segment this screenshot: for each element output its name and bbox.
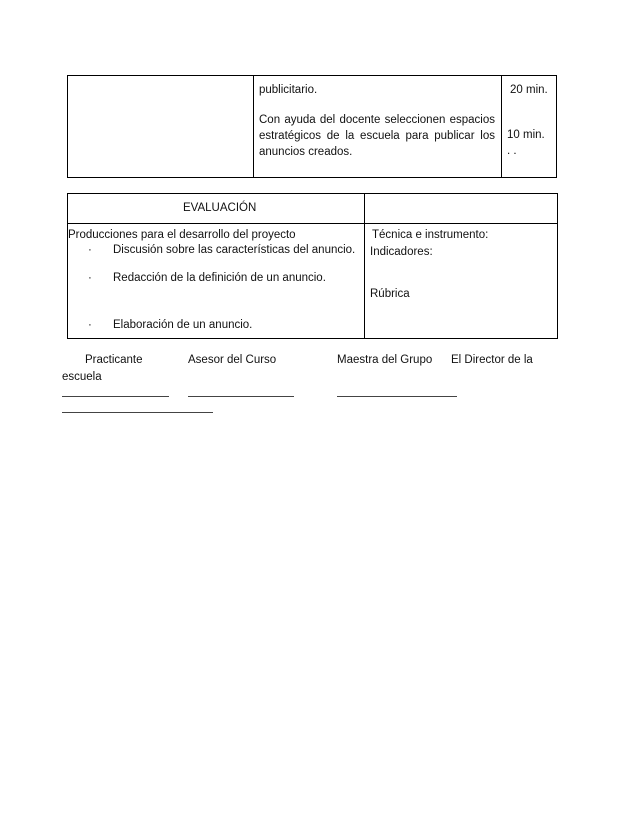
table-divider — [364, 194, 365, 338]
list-item: Redacción de la definición de un anuncio. — [113, 272, 326, 284]
signature-line — [337, 396, 457, 397]
list-item: Discusión sobre las características del anuncio. — [113, 244, 356, 256]
technique-label: Técnica e instrumento: — [372, 229, 489, 241]
signature-practicante: Practicante — [85, 354, 143, 366]
list-item: Elaboración de un anuncio. — [113, 319, 253, 331]
activity-text-fragment: publicitario. — [259, 84, 318, 96]
bullet-icon: · — [88, 244, 92, 256]
activity-time-2-value: 10 min. — [507, 129, 545, 141]
signature-asesor: Asesor del Curso — [188, 354, 277, 366]
table-divider — [501, 76, 502, 177]
bullet-icon: · — [88, 272, 92, 284]
signature-maestra: Maestra del Grupo — [337, 354, 433, 366]
bullet-icon: · — [88, 319, 92, 331]
activity-description: Con ayuda del docente seleccionen espacios estratégicos de la escuela para publicar los anuncios creados. — [259, 114, 495, 158]
rubric-label: Rúbrica — [370, 288, 410, 300]
signature-line — [188, 396, 294, 397]
signature-line — [62, 412, 213, 413]
table-divider — [68, 223, 557, 224]
activity-time-1: 20 min. — [510, 84, 548, 96]
evaluation-table — [67, 193, 558, 339]
signature-director: El Director de la — [451, 354, 533, 366]
activity-time-2-suffix: . . — [507, 145, 517, 157]
signature-director-continued: escuela — [62, 371, 102, 383]
activity-table — [67, 75, 557, 178]
evaluation-header: EVALUACIÓN — [183, 202, 257, 214]
table-divider — [253, 76, 254, 177]
signature-line — [62, 396, 169, 397]
activity-time-2 — [507, 127, 545, 159]
productions-title: Producciones para el desarrollo del proyecto — [68, 229, 296, 241]
indicators-label: Indicadores: — [370, 246, 433, 258]
